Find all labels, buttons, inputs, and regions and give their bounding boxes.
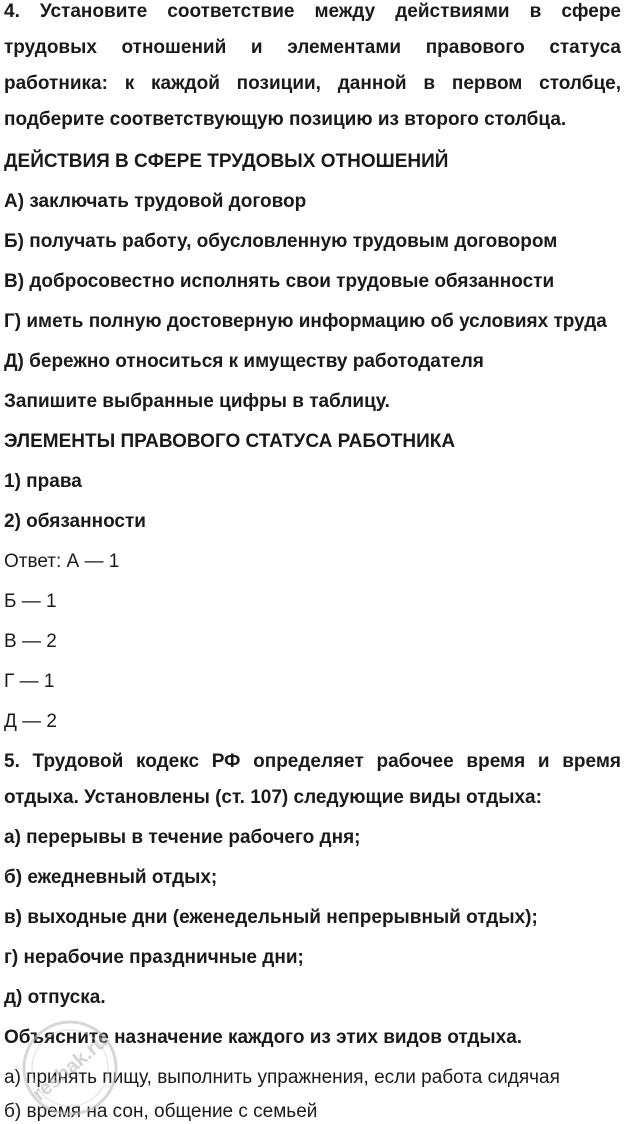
rest-type-item: в) выходные дни (еженедельный непрерывный отдых); bbox=[4, 907, 538, 928]
element-item: 1) права bbox=[4, 471, 82, 492]
action-item: Г) иметь полную достоверную информацию об условиях труда bbox=[4, 311, 607, 332]
answer-line: Д — 2 bbox=[4, 711, 57, 732]
rest-type-item: а) перерывы в течение рабочего дня; bbox=[4, 827, 361, 848]
action-item: А) заключать трудовой договор bbox=[4, 191, 307, 212]
action-item: Б) получать работу, обусловленную трудовым договором bbox=[4, 231, 558, 252]
rest-type-item: д) отпуска. bbox=[4, 987, 106, 1008]
action-item: В) добросовестно исполнять свои трудовые обязанности bbox=[4, 271, 555, 292]
task4-question-line: подберите соответствующую позицию из второго столбца. bbox=[4, 109, 567, 130]
answer-line: Б — 1 bbox=[4, 591, 57, 612]
task4-question-line: работника: к каждой позиции, данной в первом столбце, bbox=[4, 73, 621, 94]
explain-instruction: Объясните назначение каждого из этих видов отдыха. bbox=[4, 1027, 523, 1048]
action-item: Д) бережно относиться к имуществу работодателя bbox=[4, 351, 484, 372]
task4-question-line: 4. Установите соответствие между действиями в сфере bbox=[4, 1, 621, 22]
element-item: 2) обязанности bbox=[4, 511, 146, 532]
elements-heading: ЭЛЕМЕНТЫ ПРАВОВОГО СТАТУСА РАБОТНИКА bbox=[4, 431, 456, 452]
answer-line: В — 2 bbox=[4, 631, 57, 652]
task4-question-line: трудовых отношений и элементами правового статуса bbox=[4, 37, 621, 58]
watermark-text: reshak.ru bbox=[28, 1030, 112, 1106]
rest-type-item: г) нерабочие праздничные дни; bbox=[4, 947, 304, 968]
answer-line: Ответ: А — 1 bbox=[4, 551, 120, 572]
task5-answer-line: а) принять пищу, выполнить упражнения, если работа сидячая bbox=[4, 1067, 560, 1088]
answer-line: Г — 1 bbox=[4, 671, 55, 692]
rest-type-item: б) ежедневный отдых; bbox=[4, 867, 218, 888]
task5-question-line: 5. Трудовой кодекс РФ определяет рабочее время и время bbox=[4, 751, 621, 772]
task5-question-line: отдыха. Установлены (ст. 107) следующие виды отдыха: bbox=[4, 787, 542, 808]
instruction-text: Запишите выбранные цифры в таблицу. bbox=[4, 391, 390, 412]
actions-heading: ДЕЙСТВИЯ В СФЕРЕ ТРУДОВЫХ ОТНОШЕНИЙ bbox=[4, 151, 449, 172]
task5-answer-line: б) время на сон, общение с семьей bbox=[4, 1101, 318, 1122]
